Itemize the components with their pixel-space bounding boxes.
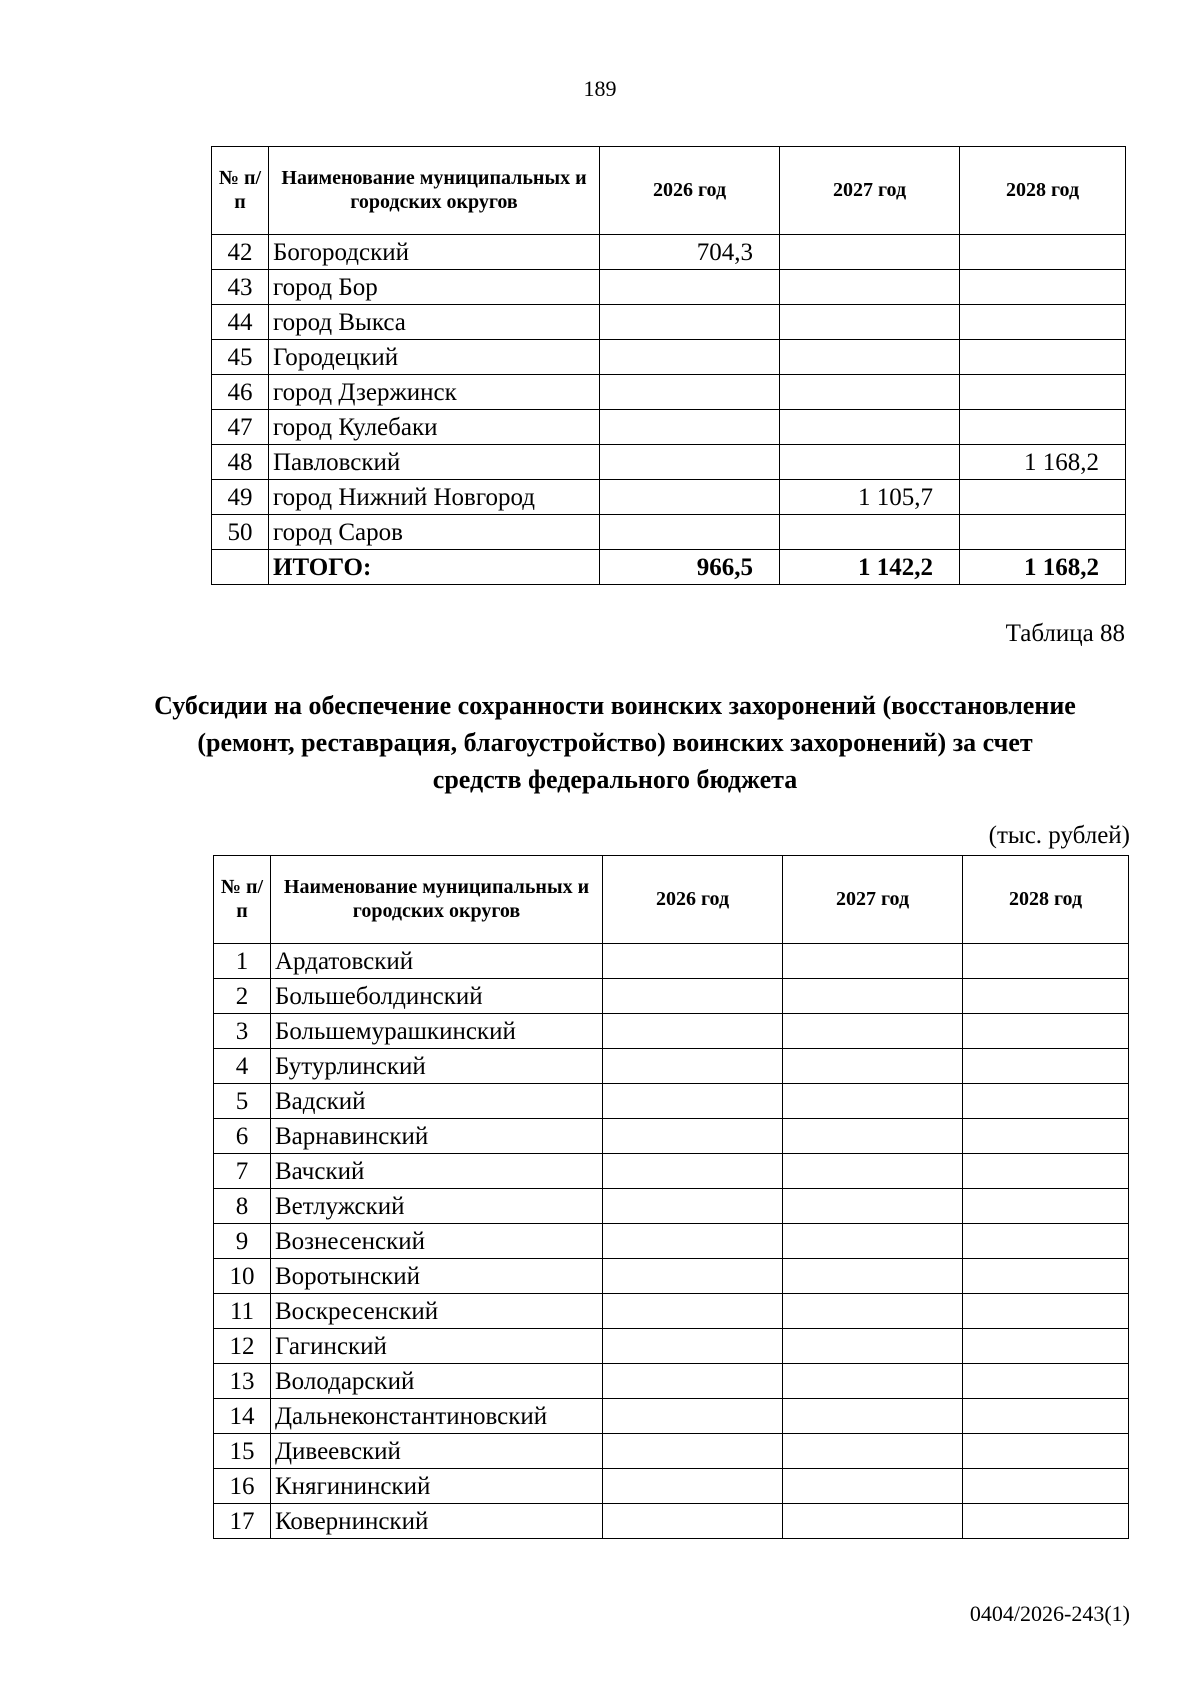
- district-name: Гагинский: [271, 1329, 603, 1364]
- value-2028: [960, 270, 1126, 305]
- value-2026: [603, 1119, 783, 1154]
- value-2027: [780, 410, 960, 445]
- value-2028: [960, 480, 1126, 515]
- row-number: 43: [212, 270, 269, 305]
- value-2027: [783, 1259, 963, 1294]
- value-2026: [600, 445, 780, 480]
- value-2026: [603, 1049, 783, 1084]
- district-name: город Саров: [269, 515, 600, 550]
- value-2026: [600, 375, 780, 410]
- header-2027: 2027 год: [780, 147, 960, 235]
- district-name: Воскресенский: [271, 1294, 603, 1329]
- value-2026: [603, 1154, 783, 1189]
- value-2028: [963, 1084, 1129, 1119]
- value-2026: [600, 480, 780, 515]
- district-name: Вадский: [271, 1084, 603, 1119]
- value-2028: [963, 1399, 1129, 1434]
- row-number: 48: [212, 445, 269, 480]
- table-row: [214, 1434, 1129, 1469]
- value-2026: [603, 1189, 783, 1224]
- table-row: [214, 1224, 1129, 1259]
- district-name: Воротынский: [271, 1259, 603, 1294]
- value-2027: [783, 1294, 963, 1329]
- table-row: [214, 1189, 1129, 1224]
- district-name: город Бор: [269, 270, 600, 305]
- table-row: [214, 979, 1129, 1014]
- total-num-cell: [212, 550, 269, 585]
- value-2028: [960, 340, 1126, 375]
- district-name: город Дзержинск: [269, 375, 600, 410]
- table-row: [214, 1084, 1129, 1119]
- row-number: 49: [212, 480, 269, 515]
- row-number: 12: [214, 1329, 271, 1364]
- value-2027: [783, 1119, 963, 1154]
- subsidy-table-previous: [211, 146, 1126, 585]
- subsidy-table-88: [213, 855, 1129, 1539]
- value-2028: [963, 1434, 1129, 1469]
- table-row: [214, 1329, 1129, 1364]
- value-2026: [600, 305, 780, 340]
- table-row: [212, 270, 1126, 305]
- table-header-row: [214, 856, 1129, 944]
- value-2026: [603, 1434, 783, 1469]
- district-name: Большеболдинский: [271, 979, 603, 1014]
- row-number: 9: [214, 1224, 271, 1259]
- table-row: [214, 1014, 1129, 1049]
- value-2028: [963, 1504, 1129, 1539]
- value-2027: [783, 944, 963, 979]
- row-number: 3: [214, 1014, 271, 1049]
- value-2027: [783, 1469, 963, 1504]
- district-name: Дальнеконстантиновский: [271, 1399, 603, 1434]
- table-row: [212, 445, 1126, 480]
- header-2026: 2026 год: [603, 856, 783, 944]
- district-name: Ветлужский: [271, 1189, 603, 1224]
- total-label: ИТОГО:: [269, 550, 600, 585]
- value-2026: [600, 410, 780, 445]
- total-2026: 966,5: [600, 550, 780, 585]
- table-row: [214, 1469, 1129, 1504]
- value-2027: [783, 1434, 963, 1469]
- table-row: [214, 1504, 1129, 1539]
- total-row: [212, 550, 1126, 585]
- value-2027: [780, 375, 960, 410]
- row-number: 13: [214, 1364, 271, 1399]
- district-name: Ардатовский: [271, 944, 603, 979]
- district-name: Володарский: [271, 1364, 603, 1399]
- value-2026: [603, 1504, 783, 1539]
- row-number: 4: [214, 1049, 271, 1084]
- table-row: [214, 1364, 1129, 1399]
- value-2026: [600, 515, 780, 550]
- district-name: город Кулебаки: [269, 410, 600, 445]
- value-2028: [963, 1329, 1129, 1364]
- table-row: [214, 1259, 1129, 1294]
- district-name: Княгининский: [271, 1469, 603, 1504]
- value-2028: [960, 375, 1126, 410]
- value-2027: [783, 1049, 963, 1084]
- row-number: 44: [212, 305, 269, 340]
- value-2027: [783, 1154, 963, 1189]
- total-2027: 1 142,2: [780, 550, 960, 585]
- district-name: Вачский: [271, 1154, 603, 1189]
- header-2026: 2026 год: [600, 147, 780, 235]
- value-2028: [963, 1224, 1129, 1259]
- row-number: 45: [212, 340, 269, 375]
- value-2028: [963, 1049, 1129, 1084]
- value-2027: [783, 1364, 963, 1399]
- value-2028: [960, 305, 1126, 340]
- total-2028: 1 168,2: [960, 550, 1126, 585]
- value-2028: [963, 1469, 1129, 1504]
- row-number: 6: [214, 1119, 271, 1154]
- row-number: 17: [214, 1504, 271, 1539]
- district-name: город Выкса: [269, 305, 600, 340]
- value-2027: [783, 1224, 963, 1259]
- header-name: Наименование муниципальных и городских округов: [271, 856, 603, 944]
- value-2026: [603, 1364, 783, 1399]
- district-name: Вознесенский: [271, 1224, 603, 1259]
- table-row: [212, 515, 1126, 550]
- value-2027: [783, 1504, 963, 1539]
- table-header-row: [212, 147, 1126, 235]
- district-name: Городецкий: [269, 340, 600, 375]
- row-number: 8: [214, 1189, 271, 1224]
- value-2027: [783, 979, 963, 1014]
- value-2026: [603, 944, 783, 979]
- row-number: 5: [214, 1084, 271, 1119]
- row-number: 14: [214, 1399, 271, 1434]
- row-number: 15: [214, 1434, 271, 1469]
- value-2027: 1 105,7: [780, 480, 960, 515]
- table-row: [214, 1049, 1129, 1084]
- value-2027: [783, 1014, 963, 1049]
- value-2026: [603, 1399, 783, 1434]
- value-2026: [600, 340, 780, 375]
- row-number: 46: [212, 375, 269, 410]
- value-2026: [600, 270, 780, 305]
- table-row: [214, 1399, 1129, 1434]
- value-2028: [963, 1294, 1129, 1329]
- table-row: [212, 235, 1126, 270]
- header-num: № п/п: [214, 856, 271, 944]
- value-2027: [780, 340, 960, 375]
- table-row: [214, 1154, 1129, 1189]
- value-2027: [783, 1329, 963, 1364]
- row-number: 1: [214, 944, 271, 979]
- value-2027: [780, 270, 960, 305]
- header-2028: 2028 год: [963, 856, 1129, 944]
- district-name: Большемурашкинский: [271, 1014, 603, 1049]
- table-row: [212, 480, 1126, 515]
- table-row: [212, 340, 1126, 375]
- value-2026: [603, 979, 783, 1014]
- value-2028: [963, 1119, 1129, 1154]
- district-name: Варнавинский: [271, 1119, 603, 1154]
- row-number: 47: [212, 410, 269, 445]
- row-number: 50: [212, 515, 269, 550]
- value-2027: [780, 305, 960, 340]
- value-2028: 1 168,2: [960, 445, 1126, 480]
- district-name: город Нижний Новгород: [269, 480, 600, 515]
- units-label: (тыс. рублей): [988, 822, 1130, 849]
- value-2027: [780, 235, 960, 270]
- district-name: Ковернинский: [271, 1504, 603, 1539]
- value-2026: [603, 1294, 783, 1329]
- value-2028: [963, 1014, 1129, 1049]
- table-row: [214, 1119, 1129, 1154]
- header-num: № п/п: [212, 147, 269, 235]
- header-name: Наименование муниципальных и городских округов: [269, 147, 600, 235]
- value-2028: [960, 235, 1126, 270]
- district-name: Павловский: [269, 445, 600, 480]
- row-number: 42: [212, 235, 269, 270]
- value-2028: [960, 410, 1126, 445]
- value-2028: [963, 1154, 1129, 1189]
- district-name: Богородский: [269, 235, 600, 270]
- value-2028: [963, 1189, 1129, 1224]
- value-2026: [603, 1014, 783, 1049]
- table-row: [212, 410, 1126, 445]
- value-2028: [963, 1364, 1129, 1399]
- value-2026: 704,3: [600, 235, 780, 270]
- value-2026: [603, 1259, 783, 1294]
- table-row: [214, 944, 1129, 979]
- header-2027: 2027 год: [783, 856, 963, 944]
- table-number-label: Таблица 88: [1005, 620, 1125, 647]
- district-name: Дивеевский: [271, 1434, 603, 1469]
- value-2027: [783, 1084, 963, 1119]
- value-2028: [963, 1259, 1129, 1294]
- value-2027: [780, 445, 960, 480]
- row-number: 11: [214, 1294, 271, 1329]
- page-number: 189: [583, 76, 617, 101]
- table-row: [212, 375, 1126, 410]
- value-2028: [963, 944, 1129, 979]
- value-2027: [783, 1399, 963, 1434]
- value-2027: [780, 515, 960, 550]
- value-2026: [603, 1469, 783, 1504]
- table-row: [212, 305, 1126, 340]
- value-2026: [603, 1084, 783, 1119]
- value-2027: [783, 1189, 963, 1224]
- value-2026: [603, 1224, 783, 1259]
- table-row: [214, 1294, 1129, 1329]
- row-number: 2: [214, 979, 271, 1014]
- document-code: 0404/2026-243(1): [969, 1601, 1130, 1626]
- value-2026: [603, 1329, 783, 1364]
- row-number: 7: [214, 1154, 271, 1189]
- table-caption: Субсидии на обеспечение сохранности воинских захоронений (восстановление (ремонт, реставрация, благоустройство) воинских захоронений) за счет средств федерального бюджета: [154, 691, 1076, 794]
- header-2028: 2028 год: [960, 147, 1126, 235]
- row-number: 10: [214, 1259, 271, 1294]
- row-number: 16: [214, 1469, 271, 1504]
- district-name: Бутурлинский: [271, 1049, 603, 1084]
- value-2028: [963, 979, 1129, 1014]
- value-2028: [960, 515, 1126, 550]
